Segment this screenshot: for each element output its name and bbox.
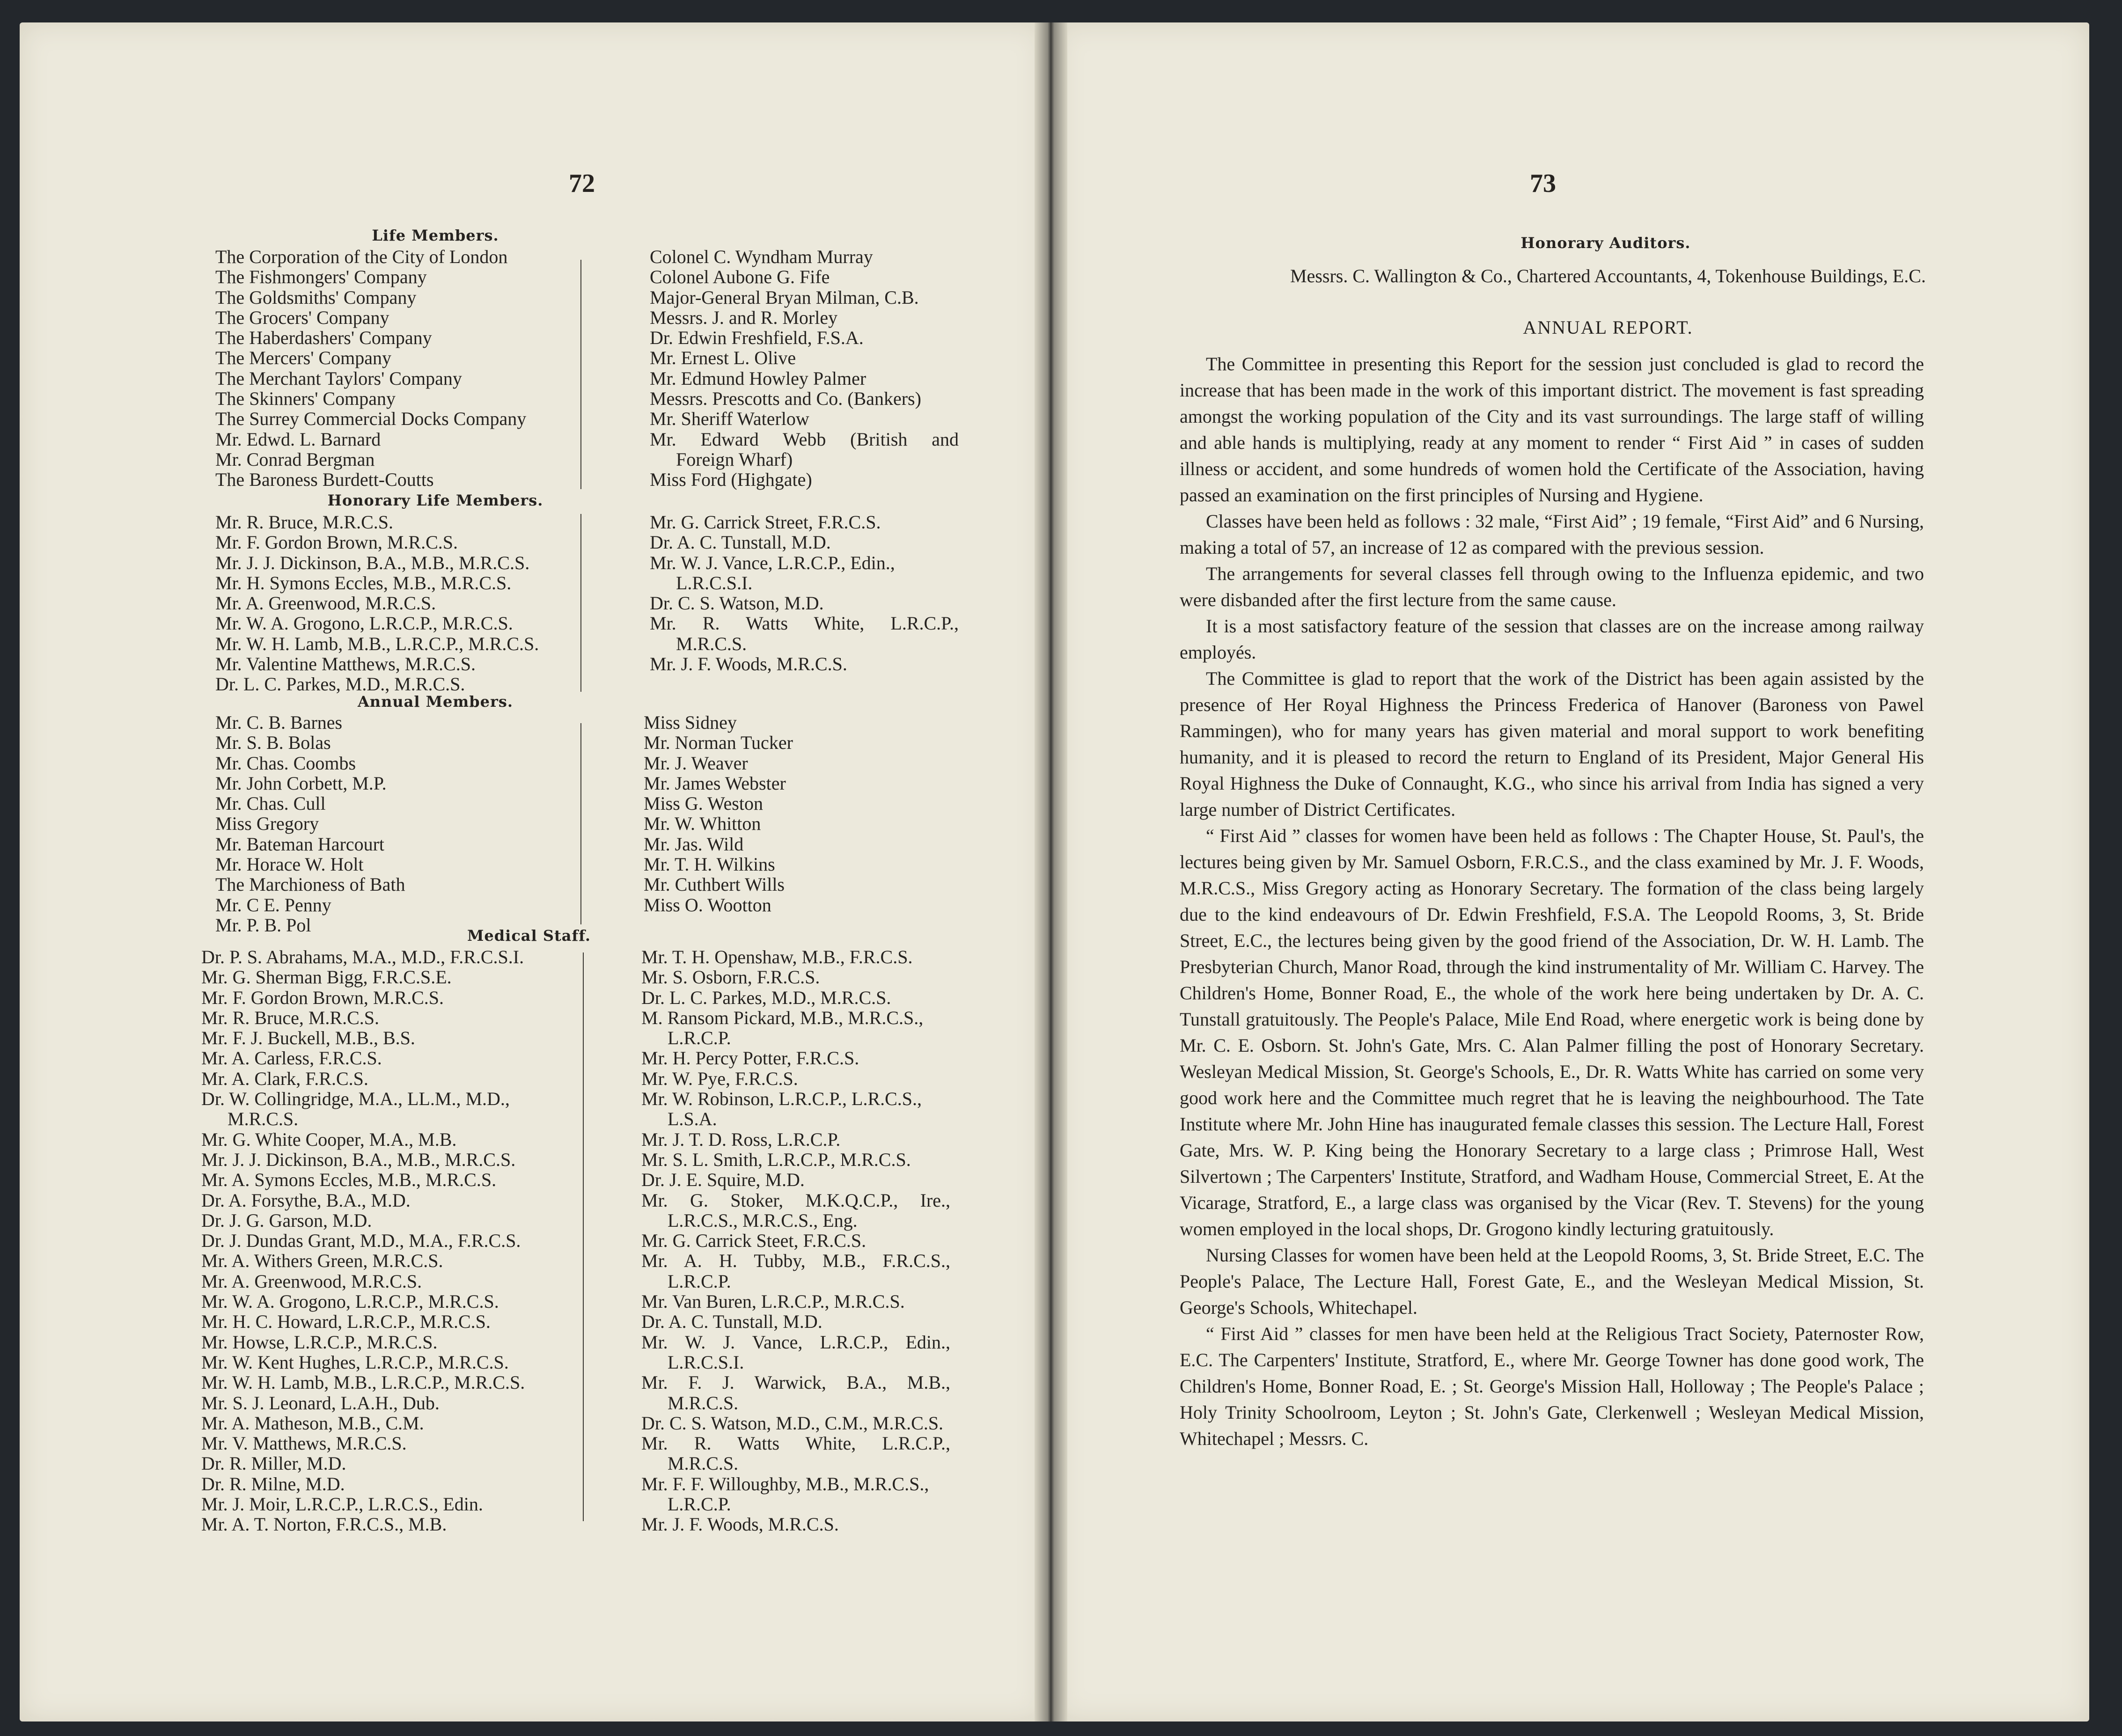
list-item: Mr. F. J. Warwick, B.A., M.B., [641,1372,950,1393]
list-item: The Fishmongers' Company [215,266,427,288]
list-item: Mr. Howse, L.R.C.P., M.R.C.S. [201,1331,438,1353]
book-gutter [1035,22,1067,1721]
list-item: Mr. Conrad Bergman [215,448,375,470]
list-item: Mr. A. Greenwood, M.R.C.S. [201,1270,422,1292]
column-divider [583,952,584,1521]
list-item: Mr. A. Symons Eccles, M.B., M.R.C.S. [201,1169,497,1191]
list-item: Mr. J. Moir, L.R.C.P., L.R.C.S., Edin. [201,1494,483,1515]
report-paragraph: “ First Aid ” classes for women have been held as follows : The Chapter House, St. Paul's, the lectures being given by Mr. Samuel Osborn, F.R.C.S., and the class examined by Mr. J. F. Woods, M.R.C.S., Miss Gregory acting as Honorary Secretary. The formation of the class being largely due to the kind endeavours of Dr. Edwin Freshfield, F.S.A. The Leopold Rooms, 3, St. Bride Street, E.C., the lectures being given by the good friend of the Association, Dr. W. H. Lamb. The Presbyterian Church, Manor Road, through the kind instrumentality of Mr. William C. Harvey. The Children's Home, Bonner Road, E., the whole of the work here being undertaken by Dr. A. C. Tunstall gratuitously. The People's Palace, Mile End Road, where energetic work is being done by Mr. C. E. Osborn. St. John's Gate, Mrs. C. Alan Palmer filling the post of Honorary Secretary. Wesleyan Medical Mission, St. George's Schools, E., Dr. R. Watts White has carried on some very good work here and the Committee much regret that he is leaving the neighbourhood. The Tate Institute where Mr. John Hine has inaugurated female classes this session. The Lecture Hall, Forest Gate, Mrs. W. P. King being the Honorary Secretary to a large class ; Primrose Hall, West Silvertown ; The Carpenters' Institute, Stratford, and Wadham House, Commercial Street, E. At the Vicarage, Stratford, E., a large class was organised by the Vicar (Rev. T. Stevens) for the young women employed in the local shops, Dr. Grogono kindly lecturing gratuitously. [1180,825,1924,1239]
list-item: Mr. Edward Webb (British and [650,428,959,450]
list-item: Dr. C. S. Watson, M.D., C.M., M.R.C.S. [641,1412,944,1434]
list-item: The Goldsmiths' Company [215,286,417,308]
list-item: Miss O. Wootton [644,894,771,916]
list-item: Mr. A. Withers Green, M.R.C.S. [201,1250,443,1272]
honorary-life-members-heading: Honorary Life Members. [327,491,543,509]
list-item: Mr. G. White Cooper, M.A., M.B. [201,1128,457,1150]
list-item: Mr. P. B. Pol [215,914,311,936]
list-item: L.R.C.P. [668,1027,731,1049]
list-item: L.S.A. [668,1108,717,1130]
list-item: The Corporation of the City of London [215,246,508,267]
list-item: Miss G. Weston [644,793,763,814]
list-item: Mr. John Corbett, M.P. [215,772,387,794]
list-item: Foreign Wharf) [676,448,793,470]
list-item: Mr. Van Buren, L.R.C.P., M.R.C.S. [641,1291,905,1312]
list-item: Dr. Edwin Freshfield, F.S.A. [650,327,864,349]
list-item: Mr. S. L. Smith, L.R.C.P., M.R.C.S. [641,1149,911,1170]
page-number-right: 73 [1530,169,1556,198]
list-item: L.R.C.S.I. [668,1351,744,1373]
honorary-members-left-column [215,512,539,695]
report-title: ANNUAL REPORT. [1523,317,1693,338]
list-item: Mr. A. Clark, F.R.C.S. [201,1068,368,1089]
list-item: Dr. L. C. Parkes, M.D., M.R.C.S. [641,987,891,1008]
list-item: Mr. W. H. Lamb, M.B., L.R.C.P., M.R.C.S. [201,1372,525,1393]
list-item: Dr. J. G. Garson, M.D. [201,1209,372,1231]
list-item: Mr. C E. Penny [215,894,331,916]
annual-members-right-column [644,712,953,915]
list-item: Dr. A. C. Tunstall, M.D. [650,532,831,553]
list-item: L.R.C.S.I. [676,572,753,593]
list-item: Mr. W. J. Vance, L.R.C.P., Edin., [641,1331,950,1353]
list-item: The Marchioness of Bath [215,874,405,895]
list-item: M. Ransom Pickard, M.B., M.R.C.S., [641,1007,924,1028]
list-item: The Surrey Commercial Docks Company [215,408,527,430]
list-item: Mr. Bateman Harcourt [215,833,384,855]
list-item: Colonel C. Wyndham Murray [650,246,873,267]
report-paragraph: The arrangements for several classes fell through owing to the Influenza epidemic, and two were disbanded after the first lecture from the same cause. [1180,563,1924,610]
list-item: Dr. J. Dundas Grant, M.D., M.A., F.R.C.S. [201,1230,521,1252]
list-item: Mr. W. Robinson, L.R.C.P., L.R.C.S., [641,1088,922,1110]
list-item: Colonel Aubone G. Fife [650,266,830,288]
life-members-heading: Life Members. [372,227,499,244]
report-body [1180,351,1924,1452]
list-item: Mr. Sheriff Waterlow [650,408,809,430]
list-item: Mr. A. Matheson, M.B., C.M. [201,1412,424,1434]
list-item: Dr. W. Collingridge, M.A., LL.M., M.D., [201,1088,510,1110]
list-item: Mr. W. Kent Hughes, L.R.C.P., M.R.C.S. [201,1351,509,1373]
list-item: Mr. R. Watts White, L.R.C.P., [650,613,959,634]
list-item: Mr. G. Carrick Street, F.R.C.S. [650,512,881,533]
list-item: Mr. S. J. Leonard, L.A.H., Dub. [201,1392,440,1414]
honorary-auditors-heading: Honorary Auditors. [1520,234,1691,252]
list-item: Dr. R. Miller, M.D. [201,1453,346,1474]
list-item: Mr. W. A. Grogono, L.R.C.P., M.R.C.S. [215,613,513,634]
list-item: Mr. Horace W. Holt [215,854,364,875]
list-item: Mr. W. H. Lamb, M.B., L.R.C.P., M.R.C.S. [215,633,539,654]
list-item: Mr. W. Whitton [644,813,761,835]
list-item: Mr. Cuthbert Wills [644,874,785,895]
list-item: Mr. W. A. Grogono, L.R.C.P., M.R.C.S. [201,1291,499,1312]
list-item: Mr. W. J. Vance, L.R.C.P., Edin., [650,552,895,573]
column-divider [580,514,581,692]
list-item: Messrs. Prescotts and Co. (Bankers) [650,388,921,410]
page-number-left: 72 [569,169,595,198]
list-item: Mr. Chas. Cull [215,793,326,814]
list-item: Mr. H. Percy Potter, F.R.C.S. [641,1047,859,1069]
column-divider [580,723,581,924]
list-item: Mr. R. Watts White, L.R.C.P., [641,1433,950,1454]
medical-staff-right-column [641,947,950,1535]
list-item: Mr. G. Stoker, M.K.Q.C.P., Ire., [641,1189,950,1211]
list-item: Dr. P. S. Abrahams, M.A., M.D., F.R.C.S.I. [201,946,524,967]
list-item: M.R.C.S. [668,1392,739,1414]
column-divider [580,260,581,489]
list-item: Mr. Jas. Wild [644,833,744,855]
list-item: Mr. J. J. Dickinson, B.A., M.B., M.R.C.S. [215,552,530,573]
list-item: Mr. C. B. Barnes [215,712,343,733]
list-item: Dr. C. S. Watson, M.D. [650,593,824,614]
list-item: Mr. Chas. Coombs [215,752,356,774]
list-item: Mr. H. C. Howard, L.R.C.P., M.R.C.S. [201,1311,491,1333]
list-item: Mr. A. T. Norton, F.R.C.S., M.B. [201,1514,447,1535]
list-item: Mr. F. J. Buckell, M.B., B.S. [201,1027,415,1049]
annual-members-left-column [215,712,405,935]
list-item: M.R.C.S. [668,1453,739,1474]
report-paragraph: Classes have been held as follows : 32 male, “First Aid” ; 19 female, “First Aid” and 6 Nursing, making a total of 57, an increase of 12 as compared with the previous session. [1180,511,1924,558]
list-item: Mr. J. T. D. Ross, L.R.C.P. [641,1128,841,1150]
list-item: M.R.C.S. [228,1108,299,1130]
list-item: Mr. V. Matthews, M.R.C.S. [201,1433,407,1454]
list-item: Mr. J. Weaver [644,752,748,774]
list-item: Mr. F. F. Willoughby, M.B., M.R.C.S., [641,1473,929,1494]
list-item: Messrs. J. and R. Morley [650,307,838,328]
medical-staff-heading: Medical Staff. [467,927,591,945]
report-paragraph: The Committee in presenting this Report for the session just concluded is glad to record the increase that has been made in the work of this important district. The movement is fast spreading amongst the working population of the City and its vast surroundings. The large staff of willing and able hands is multiplying, ready at any moment to render “ First Aid ” in cases of sudden illness or accident, and some hundreds of women hold the Certificate of the Association, having passed an examination on the first principles of Nursing and Hygiene. [1180,353,1924,505]
list-item: The Skinners' Company [215,388,396,410]
list-item: Mr. J. F. Woods, M.R.C.S. [650,653,847,675]
list-item: Mr. A. Carless, F.R.C.S. [201,1047,382,1069]
report-paragraph: The Committee is glad to report that the work of the District has been again assisted by the presence of Her Royal Highness the Princess Frederica of Hanover (Baroness von Pawel Rammingen), who for many years has given material and moral support to work benefiting humanity, and it is pleased to record the return to England of its President, Major General His Royal Highness the Duke of Connaught, K.G., who since his arrival from India has signed a very large number of District Certificates. [1180,668,1924,820]
life-members-left-column [215,247,526,490]
list-item: Mr. R. Bruce, M.R.C.S. [201,1007,380,1028]
list-item: The Baroness Burdett-Coutts [215,469,434,491]
list-item: Mr. J. J. Dickinson, B.A., M.B., M.R.C.S. [201,1149,516,1170]
list-item: Mr. A. H. Tubby, M.B., F.R.C.S., [641,1250,950,1272]
list-item: Miss Ford (Highgate) [650,469,812,491]
list-item: L.R.C.P. [668,1494,731,1515]
list-item: Mr. S. Osborn, F.R.C.S. [641,967,820,988]
list-item: Mr. H. Symons Eccles, M.B., M.R.C.S. [215,572,512,593]
list-item: Mr. Ernest L. Olive [650,347,796,369]
list-item: Mr. W. Pye, F.R.C.S. [641,1068,798,1089]
list-item: Mr. G. Sherman Bigg, F.R.C.S.E. [201,967,452,988]
life-members-right-column [650,247,959,490]
list-item: The Merchant Taylors' Company [215,367,462,389]
list-item: Miss Gregory [215,813,319,835]
list-item: L.R.C.P. [668,1270,731,1292]
list-item: The Grocers' Company [215,307,389,328]
report-paragraph: “ First Aid ” classes for men have been held at the Religious Tract Society, Paternoster Row, E.C. The Carpenters' Institute, Stratford, E., where Mr. George Towner has done good work, The Children's Home, Bonner Road, E. ; St. George's Mission Hall, Holloway ; The People's Palace ; Holy Trinity Schoolroom, Leyton ; St. John's Gate, Clerkenwell ; Wesleyan Medical Mission, Whitechapel ; Messrs. C. [1180,1323,1924,1449]
report-paragraph: It is a most satisfactory feature of the session that classes are on the increase among railway employés. [1180,615,1924,663]
list-item: Mr. G. Carrick Steet, F.R.C.S. [641,1230,866,1252]
list-item: Dr. R. Milne, M.D. [201,1473,345,1494]
annual-members-heading: Annual Members. [357,693,514,711]
list-item: Mr. R. Bruce, M.R.C.S. [215,512,394,533]
auditors-text: Messrs. C. Wallington & Co., Chartered Accountants, 4, Tokenhouse Buildings, E.C. [1290,265,1926,286]
list-item: The Haberdashers' Company [215,327,432,349]
honorary-members-right-column [650,512,959,674]
list-item: Dr. A. C. Tunstall, M.D. [641,1311,822,1333]
list-item: Mr. Valentine Matthews, M.R.C.S. [215,653,476,675]
list-item: L.R.C.S., M.R.C.S., Eng. [668,1209,858,1231]
list-item: Mr. Edmund Howley Palmer [650,367,866,389]
list-item: Mr. S. B. Bolas [215,732,331,754]
report-paragraph: Nursing Classes for women have been held at the Leopold Rooms, 3, St. Bride Street, E.C. The People's Palace, The Lecture Hall, Forest Gate, E., and the Wesleyan Medical Mission, St. George's Schools, Whitechapel. [1180,1245,1924,1318]
list-item: Mr. T. H. Openshaw, M.B., F.R.C.S. [641,946,913,967]
list-item: Mr. James Webster [644,772,786,794]
list-item: Mr. Norman Tucker [644,732,793,754]
medical-staff-left-column [201,947,525,1535]
list-item: Mr. A. Greenwood, M.R.C.S. [215,593,436,614]
list-item: Mr. F. Gordon Brown, M.R.C.S. [215,532,458,553]
list-item: Mr. Edwd. L. Barnard [215,428,381,450]
list-item: Miss Sidney [644,712,737,733]
list-item: Mr. F. Gordon Brown, M.R.C.S. [201,987,444,1008]
list-item: Mr. T. H. Wilkins [644,854,775,875]
list-item: The Mercers' Company [215,347,391,369]
list-item: Major-General Bryan Milman, C.B. [650,286,919,308]
list-item: Dr. L. C. Parkes, M.D., M.R.C.S. [215,674,465,695]
list-item: Dr. J. E. Squire, M.D. [641,1169,805,1191]
list-item: Dr. A. Forsythe, B.A., M.D. [201,1189,411,1211]
list-item: M.R.C.S. [676,633,747,654]
list-item: Mr. J. F. Woods, M.R.C.S. [641,1514,839,1535]
